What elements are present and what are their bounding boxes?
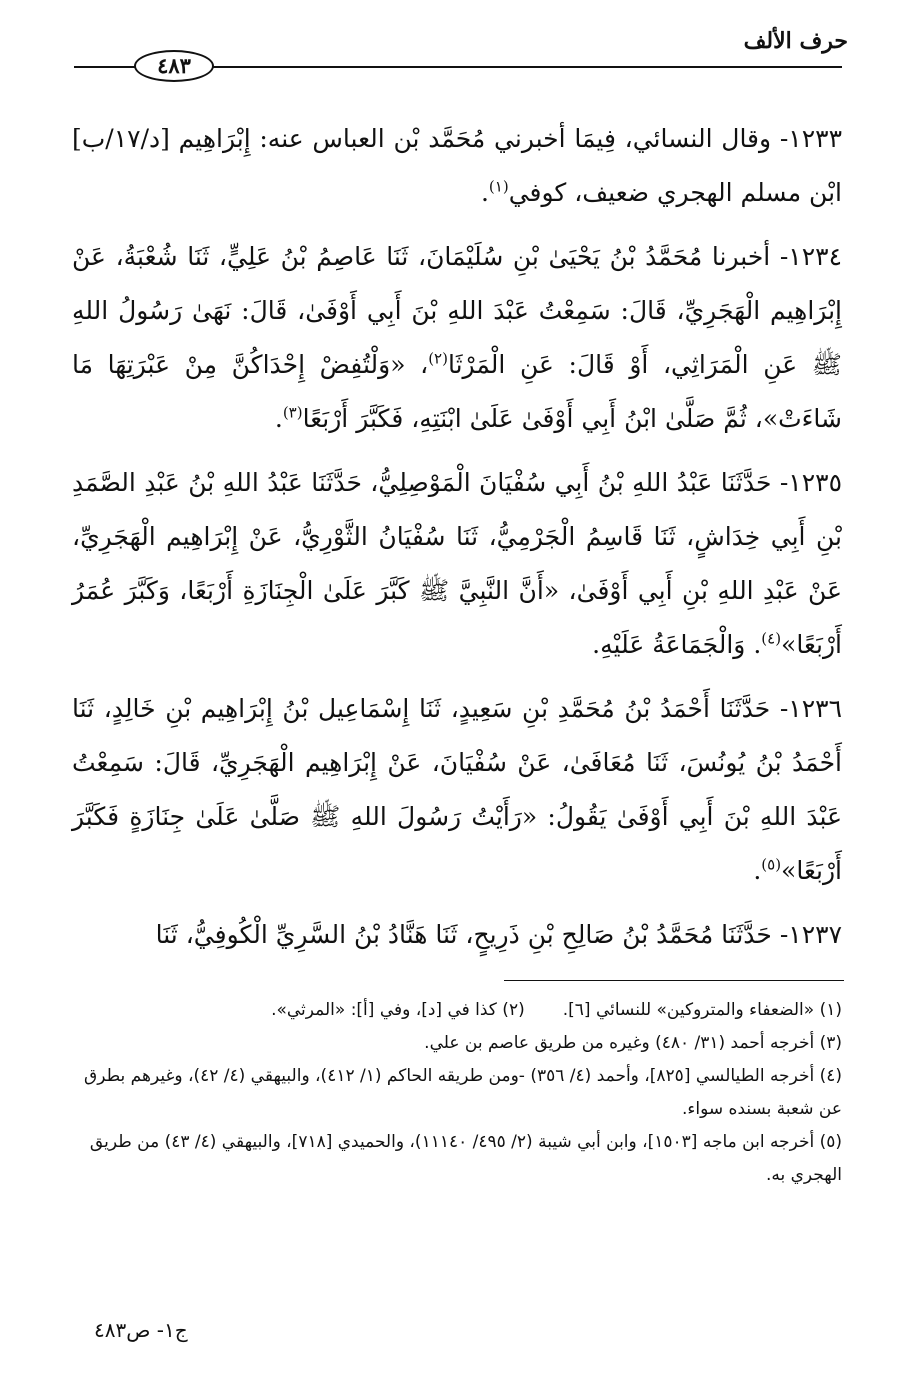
footnote-ref[interactable]: (٥) bbox=[761, 855, 782, 874]
section-title: حرف الألف bbox=[743, 28, 848, 54]
footnote-4: (٤) أخرجه الطيالسي [٨٢٥]، وأحمد (٤/ ٣٥٦) -ومن طريقه الحاكم (١/ ٤١٢)، والبيهقي (٤/ ٤٢)، وغيرهم بطرق عن شعبة بسنده سواء. bbox=[84, 1066, 842, 1119]
volume-page-label: ج١- ص٤٨٣ bbox=[94, 1318, 188, 1342]
footnotes bbox=[72, 994, 842, 1192]
entry-text: ١٢٣٦- حَدَّثَنَا أَحْمَدُ بْنُ مُحَمَّدِ بْنِ سَعِيدٍ، ثَنَا إِسْمَاعِيل بْنُ إِبْرَاهِيم بْنِ خَالِدٍ، ثَنَا أَحْمَدُ بْنُ يُونُسَ، ثَنَا مُعَافَىٰ، عَنْ سُفْيَانَ، عَنْ إِبْرَاهِيم الْهَجَرِيِّ، قَالَ: سَمِعْتُ عَبْدَ اللهِ بْنَ أَبِي أَوْفَىٰ يَقُولُ: «رَأَيْتُ رَسُولَ اللهِ ﷺ صَلَّىٰ عَلَىٰ جِنَازَةٍ فَكَبَّرَ أَرْبَعًا» bbox=[72, 694, 842, 885]
entry-text: ١٢٣٧- حَدَّثَنَا مُحَمَّدُ بْنُ صَالِحِ بْنِ ذَرِيحٍ، ثَنَا هَنَّادُ بْنُ السَّرِيِّ الْكُوفِيُّ، ثَنَا bbox=[155, 920, 842, 949]
footnote-ref[interactable]: (٣) bbox=[282, 403, 303, 422]
entry-text: ١٢٣٣- وقال النسائي، فِيمَا أخبرني مُحَمَّد بْن العباس عنه: إِبْرَاهِيم [د/١٧/ب] ابْن مسلم الهجري ضعيف، كوفي bbox=[72, 124, 842, 207]
entry-1235 bbox=[72, 456, 842, 672]
main-text bbox=[72, 112, 842, 972]
entry-1233 bbox=[72, 112, 842, 220]
footnote-ref[interactable]: (٤) bbox=[761, 629, 782, 648]
footnote-1: (١) «الضعفاء والمتروكين» للنسائي [٦]. bbox=[562, 1000, 842, 1020]
footnote-ref[interactable]: (٢) bbox=[428, 349, 448, 368]
footnote-ref[interactable]: (١) bbox=[488, 177, 509, 196]
entry-tail: . bbox=[274, 404, 283, 433]
footnote-5: (٥) أخرجه ابن ماجه [١٥٠٣]، وابن أبي شيبة (٢/ ٤٩٥/ ١١١٤٠)، والحميدي [٧١٨]، والبيهقي (٤/ ٤٣) من طريق الهجري به. bbox=[89, 1132, 842, 1185]
page-number: ٤٨٣ bbox=[134, 50, 214, 82]
entry-1236 bbox=[72, 682, 842, 898]
entry-text: ١٢٣٤- أخبرنا مُحَمَّدُ بْنُ يَحْيَىٰ بْنِ سُلَيْمَانَ، ثَنَا عَاصِمُ بْنُ عَلِيٍّ، ثَنَا شُعْبَةُ، عَنْ إِبْرَاهِيم الْهَجَرِيِّ، قَالَ: سَمِعْتُ عَبْدَ اللهِ بْنَ أَبِي أَوْفَىٰ، قَالَ: نَهَىٰ رَسُولُ اللهِ ﷺ عَنِ الْمَرَاثِي، أَوْ قَالَ: عَنِ الْمَرْثَا bbox=[72, 242, 842, 379]
footnote-3: (٣) أخرجه أحمد (٣١/ ٤٨٠) وغيره من طريق عاصم بن علي. bbox=[424, 1033, 842, 1053]
footnote-row bbox=[72, 994, 842, 1027]
entry-text: ١٢٣٥- حَدَّثَنَا عَبْدُ اللهِ بْنُ أَبِي سُفْيَانَ الْمَوْصِلِيُّ، حَدَّثَنَا عَبْدُ اللهِ بْنُ عَبْدِ الصَّمَدِ بْنِ أَبِي خِدَاشٍ، ثَنَا قَاسِمُ الْجَرْمِيُّ، ثَنَا سُفْيَانُ الثَّوْرِيُّ، عَنْ إِبْرَاهِيم الْهَجَرِيِّ، عَنْ عَبْدِ اللهِ بْنِ أَبِي أَوْفَىٰ، «أَنَّ النَّبِيَّ ﷺ كَبَّرَ عَلَىٰ الْجِنَازَةِ أَرْبَعًا، وَكَبَّرَ عُمَرُ أَرْبَعًا» bbox=[72, 468, 842, 659]
footnote-separator bbox=[504, 980, 844, 981]
footnote-2: (٢) كذا في [د]، وفي [أ]: «المرثي». bbox=[271, 1000, 525, 1020]
entry-tail: . وَالْجَمَاعَةُ عَلَيْهِ. bbox=[592, 630, 762, 659]
entry-tail: . bbox=[753, 856, 762, 885]
entry-tail: . bbox=[480, 178, 489, 207]
entry-1234 bbox=[72, 230, 842, 446]
entry-1237 bbox=[72, 908, 842, 962]
entry-text-continued: ، «وَلْتُفِضْ إِحْدَاكُنَّ مِنْ عَبْرَتِهَا مَا شَاءَتْ»، ثُمَّ صَلَّىٰ ابْنُ أَبِي أَوْفَىٰ عَلَىٰ ابْنَتِهِ، فَكَبَّرَ أَرْبَعًا bbox=[72, 350, 842, 433]
